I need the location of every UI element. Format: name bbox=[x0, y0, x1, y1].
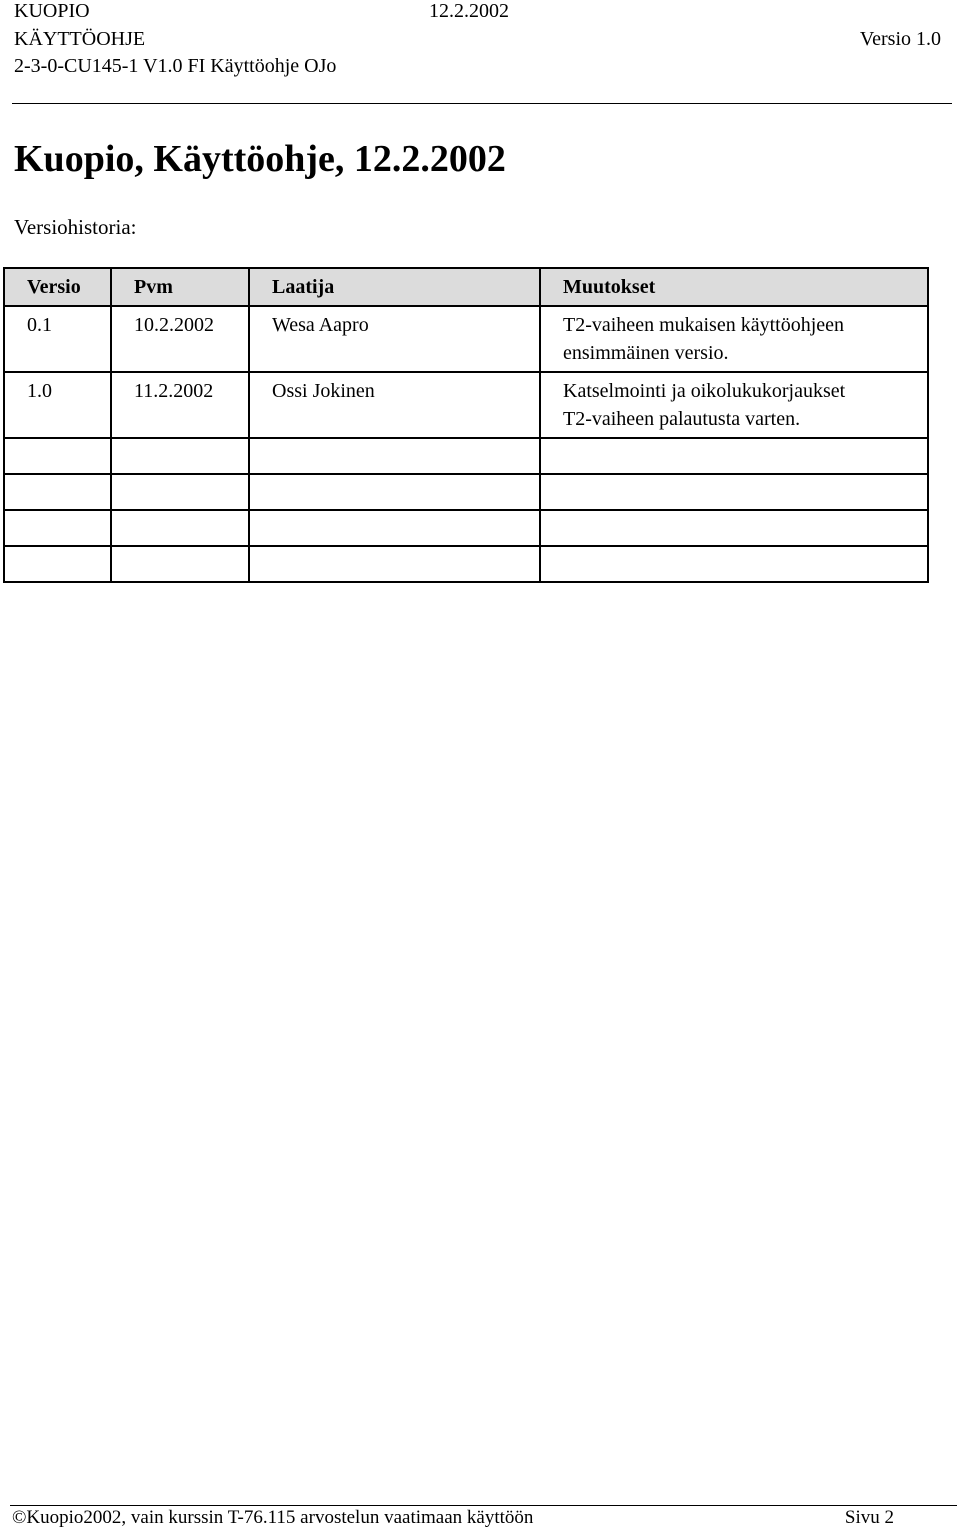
footer-divider bbox=[10, 1505, 957, 1506]
header-divider bbox=[12, 103, 952, 104]
cell-versio: 0.1 bbox=[4, 306, 111, 372]
cell-muutokset-line: ensimmäinen versio. bbox=[563, 342, 729, 364]
cell-muutokset-line: Katselmointi ja oikolukukorjaukset bbox=[563, 380, 846, 402]
empty-table-row bbox=[4, 438, 928, 474]
header-version: Versio 1.0 bbox=[859, 28, 941, 50]
page-title: Kuopio, Käyttöohje, 12.2.2002 bbox=[14, 138, 506, 180]
header-doc-id: 2-3-0-CU145-1 V1.0 FI Käyttöohje OJo bbox=[14, 55, 337, 77]
table-row bbox=[4, 372, 928, 438]
section-heading: Versiohistoria: bbox=[14, 215, 137, 239]
column-header-laatija: Laatija bbox=[249, 268, 540, 306]
version-history-table bbox=[3, 267, 929, 583]
cell-pvm: 10.2.2002 bbox=[111, 306, 249, 372]
empty-table-row bbox=[4, 546, 928, 582]
empty-table-row bbox=[4, 510, 928, 546]
header-date: 12.2.2002 bbox=[429, 0, 509, 22]
cell-muutokset bbox=[540, 372, 928, 438]
footer-page-number: Sivu 2 bbox=[844, 1507, 894, 1528]
cell-laatija: Ossi Jokinen bbox=[249, 372, 540, 438]
column-header-pvm: Pvm bbox=[111, 268, 249, 306]
header-org: KUOPIO bbox=[14, 0, 90, 22]
cell-versio: 1.0 bbox=[4, 372, 111, 438]
column-header-versio: Versio bbox=[4, 268, 111, 306]
header-doc-type: KÄYTTÖOHJE bbox=[14, 28, 146, 50]
footer-copyright: ©Kuopio2002, vain kurssin T-76.115 arvostelun vaatimaan käyttöön bbox=[12, 1507, 534, 1528]
table-row bbox=[4, 306, 928, 372]
cell-muutokset bbox=[540, 306, 928, 372]
cell-pvm: 11.2.2002 bbox=[111, 372, 249, 438]
table-header-row bbox=[4, 268, 928, 306]
cell-laatija: Wesa Aapro bbox=[249, 306, 540, 372]
cell-muutokset-line: T2-vaiheen mukaisen käyttöohjeen bbox=[563, 314, 845, 336]
column-header-muutokset: Muutokset bbox=[540, 268, 928, 306]
empty-table-row bbox=[4, 474, 928, 510]
cell-muutokset-line: T2-vaiheen palautusta varten. bbox=[563, 408, 801, 430]
